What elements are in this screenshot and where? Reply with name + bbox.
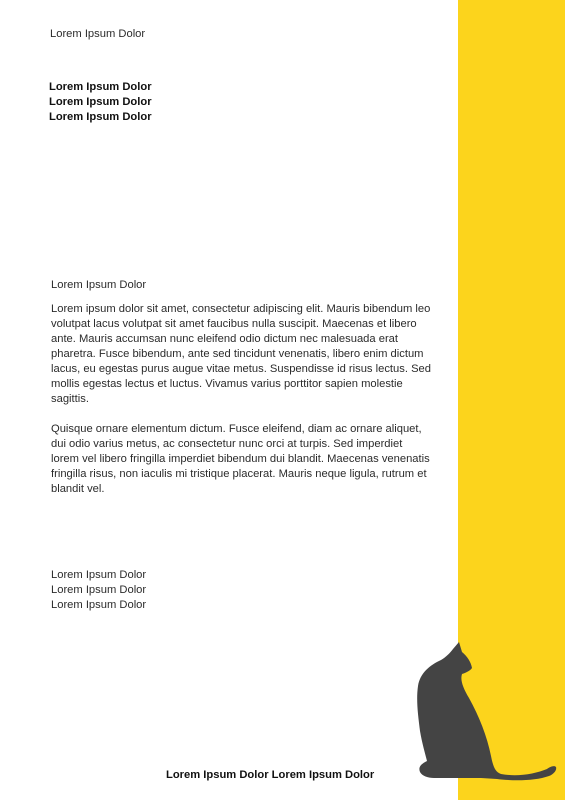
header-line: Lorem Ipsum Dolor (50, 28, 146, 40)
footer-text: Lorem Ipsum Dolor Lorem Ipsum Dolor (166, 769, 375, 781)
letter-paragraph: Quisque ornare elementum dictum. Fusce eleifend, diam ac ornare aliquet, dui odio varius metus, ac consectetur nunc orci at turpis. Sed imperdiet lorem vel libero fringilla imperdiet bibendum dui blandit. Maecenas venenatis fringilla risus, non iaculis mi tristique placerat. Mauris neque ligula, rutrum et blandit vel. (51, 423, 430, 495)
header-bold-line: Lorem Ipsum Dolor (49, 81, 152, 93)
header-bold-line: Lorem Ipsum Dolor (49, 96, 152, 108)
letter-paragraph: Lorem ipsum dolor sit amet, consectetur adipiscing elit. Mauris bibendum leo volutpat lacus volutpat sit amet faucibus nulla suscipit. Maecenas et libero ante. Mauris accumsan nunc eleifend odio dictum nec malesuada erat pharetra. Fusce bibendum, ante sed tincidunt venenatis, libero enim dictum lacus, eu egestas purus augue vitae metus. Suspendisse id risus lectus. Sed mollis egestas lectus et luctus. Vivamus varius porttitor sapien molestie sagittis. (51, 303, 431, 405)
letter-body (51, 302, 431, 512)
header-bold-line: Lorem Ipsum Dolor (49, 111, 152, 123)
signature-line: Lorem Ipsum Dolor (51, 584, 147, 596)
letter-subject: Lorem Ipsum Dolor (51, 279, 147, 291)
signature-line: Lorem Ipsum Dolor (51, 569, 147, 581)
signature-block (51, 568, 146, 613)
signature-line: Lorem Ipsum Dolor (51, 599, 147, 611)
cat-silhouette-icon (409, 640, 563, 782)
header-bold-block (49, 80, 152, 125)
